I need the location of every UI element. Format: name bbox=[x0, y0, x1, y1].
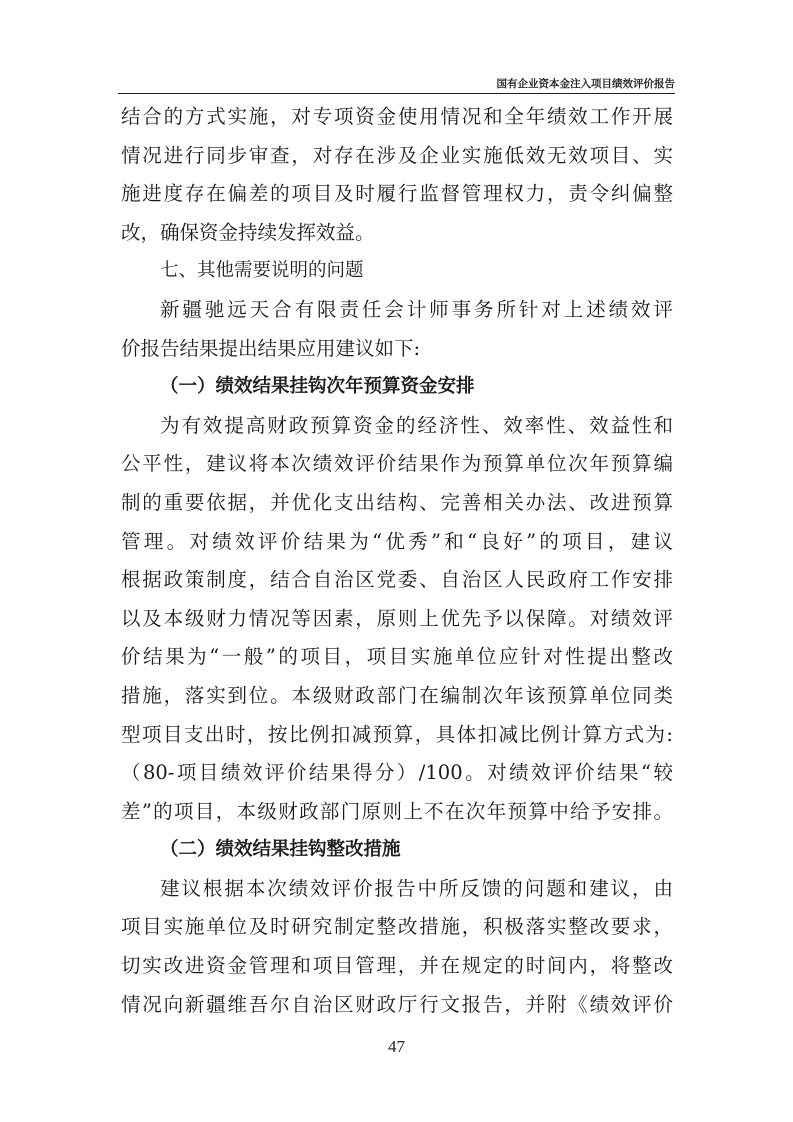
subsection-heading: （二）绩效结果挂钩整改措施 bbox=[160, 839, 401, 861]
paragraph-line: 情况进行同步审查，对存在涉及企业实施低效无效项目、实 bbox=[121, 143, 673, 167]
paragraph-line: 为有效提高财政预算资金的经济性、效率性、效益性和 bbox=[160, 413, 673, 437]
paragraph-line: 差”的项目，本级财政部门原则上不在次年预算中给予安排。 bbox=[121, 799, 673, 823]
paragraph-line: 价报告结果提出结果应用建议如下: bbox=[121, 336, 421, 360]
paragraph-line: 切实改进资金管理和项目管理，并在规定的时间内，将整改 bbox=[121, 954, 673, 978]
paragraph-line: 情况向新疆维吾尔自治区财政厅行文报告，并附《绩效评价 bbox=[121, 992, 673, 1016]
page-number: 47 bbox=[388, 1037, 405, 1056]
paragraph-line: 新疆驰远天合有限责任会计师事务所针对上述绩效评 bbox=[160, 297, 673, 321]
paragraph-line: 价结果为“一般”的项目，项目实施单位应针对性提出整改 bbox=[121, 645, 673, 669]
paragraph-line: 以及本级财力情况等因素，原则上优先予以保障。对绩效评 bbox=[121, 606, 673, 630]
paragraph-line: 项目实施单位及时研究制定整改措施，积极落实整改要求， bbox=[121, 915, 673, 939]
paragraph-line: 型项目支出时，按比例扣减预算，具体扣减比例计算方式为: bbox=[121, 722, 673, 746]
paragraph-line: （80-项目绩效评价结果得分）/100。对绩效评价结果“较 bbox=[121, 761, 673, 785]
paragraph-line: 制的重要依据，并优化支出结构、完善相关办法、改进预算 bbox=[121, 490, 673, 514]
section-heading: 七、其他需要说明的问题 bbox=[160, 260, 364, 282]
subsection-heading: （一）绩效结果挂钩次年预算资金安排 bbox=[160, 376, 475, 398]
paragraph-line: 结合的方式实施，对专项资金使用情况和全年绩效工作开展 bbox=[121, 105, 673, 128]
paragraph-line: 施进度存在偏差的项目及时履行监督管理权力，责令纠偏整 bbox=[121, 182, 673, 206]
paragraph-line: 改，确保资金持续发挥效益。 bbox=[121, 220, 375, 244]
document-body bbox=[121, 98, 673, 1024]
paragraph-line: 措施，落实到位。本级财政部门在编制次年该预算单位同类 bbox=[121, 683, 673, 707]
running-header-title: 国有企业资本金注入项目绩效评价报告 bbox=[496, 78, 675, 90]
paragraph-line: 公平性，建议将本次绩效评价结果作为预算单位次年预算编 bbox=[121, 452, 673, 476]
paragraph-line: 建议根据本次绩效评价报告中所反馈的问题和建议，由 bbox=[160, 876, 673, 900]
paragraph-line: 管理。对绩效评价结果为“优秀”和“良好”的项目，建议 bbox=[121, 529, 673, 553]
header-divider bbox=[118, 93, 675, 94]
paragraph-line: 根据政策制度，结合自治区党委、自治区人民政府工作安排 bbox=[121, 568, 673, 592]
